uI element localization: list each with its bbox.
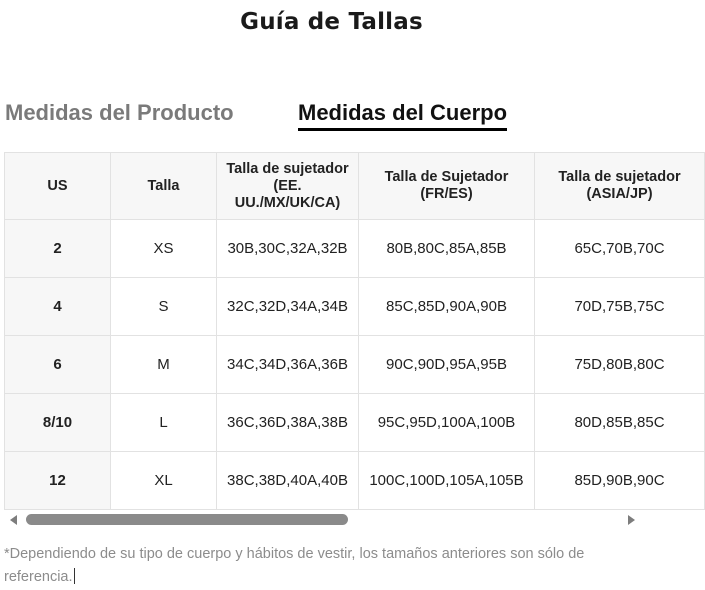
table-row [5, 278, 705, 336]
table-row [5, 336, 705, 394]
cell-bra-asia-jp: 80D,85B,85C [535, 394, 705, 452]
table-row [5, 394, 705, 452]
tab-product-measurements[interactable]: Medidas del Producto [5, 100, 234, 125]
cell-bra-asia-jp: 65C,70B,70C [535, 220, 705, 278]
cell-bra-fr-es: 90C,90D,95A,95B [359, 336, 535, 394]
cell-bra-asia-jp: 70D,75B,75C [535, 278, 705, 336]
cell-bra-fr-es: 80B,80C,85A,85B [359, 220, 535, 278]
table-header-row [5, 153, 705, 220]
cell-bra-fr-es: 95C,95D,100A,100B [359, 394, 535, 452]
cell-us: 6 [5, 336, 111, 394]
cell-talla: S [111, 278, 217, 336]
size-table-container[interactable] [4, 152, 681, 510]
footnote-container [4, 543, 624, 589]
cell-bra-us: 32C,32D,34A,34B [217, 278, 359, 336]
cell-talla: M [111, 336, 217, 394]
triangle-left-icon[interactable] [10, 515, 17, 525]
page-title: Guía de Tallas [240, 9, 423, 35]
cell-bra-us: 30B,30C,32A,32B [217, 220, 359, 278]
header-us: US [5, 153, 111, 220]
scrollbar-thumb[interactable] [26, 514, 348, 525]
cell-bra-us: 38C,38D,40A,40B [217, 452, 359, 510]
cell-bra-us: 36C,36D,38A,38B [217, 394, 359, 452]
cell-us: 12 [5, 452, 111, 510]
table-row [5, 452, 705, 510]
text-cursor [74, 568, 75, 584]
horizontal-scrollbar[interactable] [4, 512, 641, 528]
header-bra-us: Talla de sujetador (EE. UU./MX/UK/CA) [217, 153, 359, 220]
table-row [5, 220, 705, 278]
cell-bra-asia-jp: 85D,90B,90C [535, 452, 705, 510]
cell-us: 8/10 [5, 394, 111, 452]
cell-bra-fr-es: 100C,100D,105A,105B [359, 452, 535, 510]
triangle-right-icon[interactable] [628, 515, 635, 525]
header-bra-asia-jp: Talla de sujetador (ASIA/JP) [535, 153, 705, 220]
tab-bar [5, 100, 663, 132]
cell-bra-asia-jp: 75D,80B,80C [535, 336, 705, 394]
cell-bra-us: 34C,34D,36A,36B [217, 336, 359, 394]
cell-talla: XS [111, 220, 217, 278]
cell-talla: XL [111, 452, 217, 510]
cell-us: 4 [5, 278, 111, 336]
cell-us: 2 [5, 220, 111, 278]
header-talla: Talla [111, 153, 217, 220]
cell-bra-fr-es: 85C,85D,90A,90B [359, 278, 535, 336]
size-table [4, 152, 705, 510]
footnote-text: *Dependiendo de su tipo de cuerpo y hábitos de vestir, los tamaños anteriores son sólo de referencia. [4, 546, 585, 585]
cell-talla: L [111, 394, 217, 452]
header-bra-fr-es: Talla de Sujetador (FR/ES) [359, 153, 535, 220]
tab-body-measurements[interactable]: Medidas del Cuerpo [298, 100, 507, 131]
